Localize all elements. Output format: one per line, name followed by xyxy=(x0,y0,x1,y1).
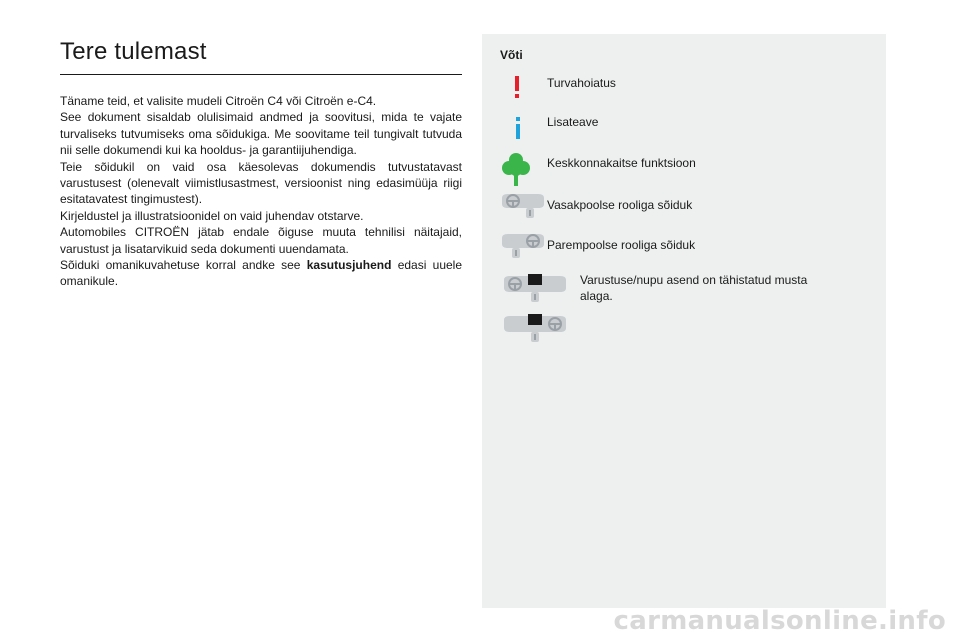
intro-paragraph: Täname teid, et valisite mudeli Citroën C4 või Citroën e-C4. xyxy=(60,94,377,108)
key-label-eco: Keskkonnakaitse funktsioon xyxy=(547,156,696,170)
info-icon xyxy=(513,117,523,139)
key-label-info: Lisateave xyxy=(547,115,599,129)
ownership-text-start: Sõiduki omanikuvahetuse korral andke see xyxy=(60,258,301,273)
intro-paragraph-ownership xyxy=(60,257,462,290)
welcome-column xyxy=(60,38,462,290)
key-label-rhd: Parempoolse rooliga sõiduk xyxy=(547,238,696,252)
eco-tree-icon xyxy=(502,152,530,186)
key-panel xyxy=(482,34,886,608)
key-label-equipment: Varustuse/nupu asend on tähistatud musta alaga. xyxy=(580,273,808,304)
intro-paragraph: See dokument sisaldab olulisimaid andmed ja soovitusi, mida te vajate turvaliseks tutvumiseks oma sõidukiga. Me soovitame teil tungivalt tutvuda nii selle dokumendi kui ka hooldus- ja garantiijuhendiga. xyxy=(60,110,462,158)
key-title: Võti xyxy=(500,48,523,62)
handbook-term: kasutusjuhend xyxy=(306,258,392,273)
key-label-lhd: Vasakpoolse rooliga sõiduk xyxy=(547,198,693,212)
ownership-text-end: edasi uuele omanikule. xyxy=(60,258,463,289)
key-label-warning: Turvahoiatus xyxy=(547,76,616,90)
equipment-position-lhd-icon xyxy=(502,274,568,302)
right-hand-drive-icon xyxy=(500,234,546,260)
intro-paragraph: Teie sõidukil on vaid osa käesolevas dokumendis tutvustatavast varustusest (olenevalt viimistlusastmest, versioonist ning edasimüüja riigi esitatavatest tingimustest). xyxy=(60,159,462,207)
intro-text xyxy=(60,93,462,290)
warning-icon xyxy=(512,76,522,100)
intro-paragraph: Automobiles CITROËN jätab endale õiguse muuta tehnilisi näitajaid, varustust ja lisatarvikuid seda dokumenti uuendamata. xyxy=(60,225,462,256)
page-title: Tere tulemast xyxy=(60,38,462,75)
watermark: carmanualsonline.info xyxy=(613,606,946,636)
left-hand-drive-icon xyxy=(500,194,546,220)
equipment-position-rhd-icon xyxy=(502,314,568,342)
intro-paragraph: Kirjeldustel ja illustratsioonidel on vaid juhendav otstarve. xyxy=(60,208,364,223)
